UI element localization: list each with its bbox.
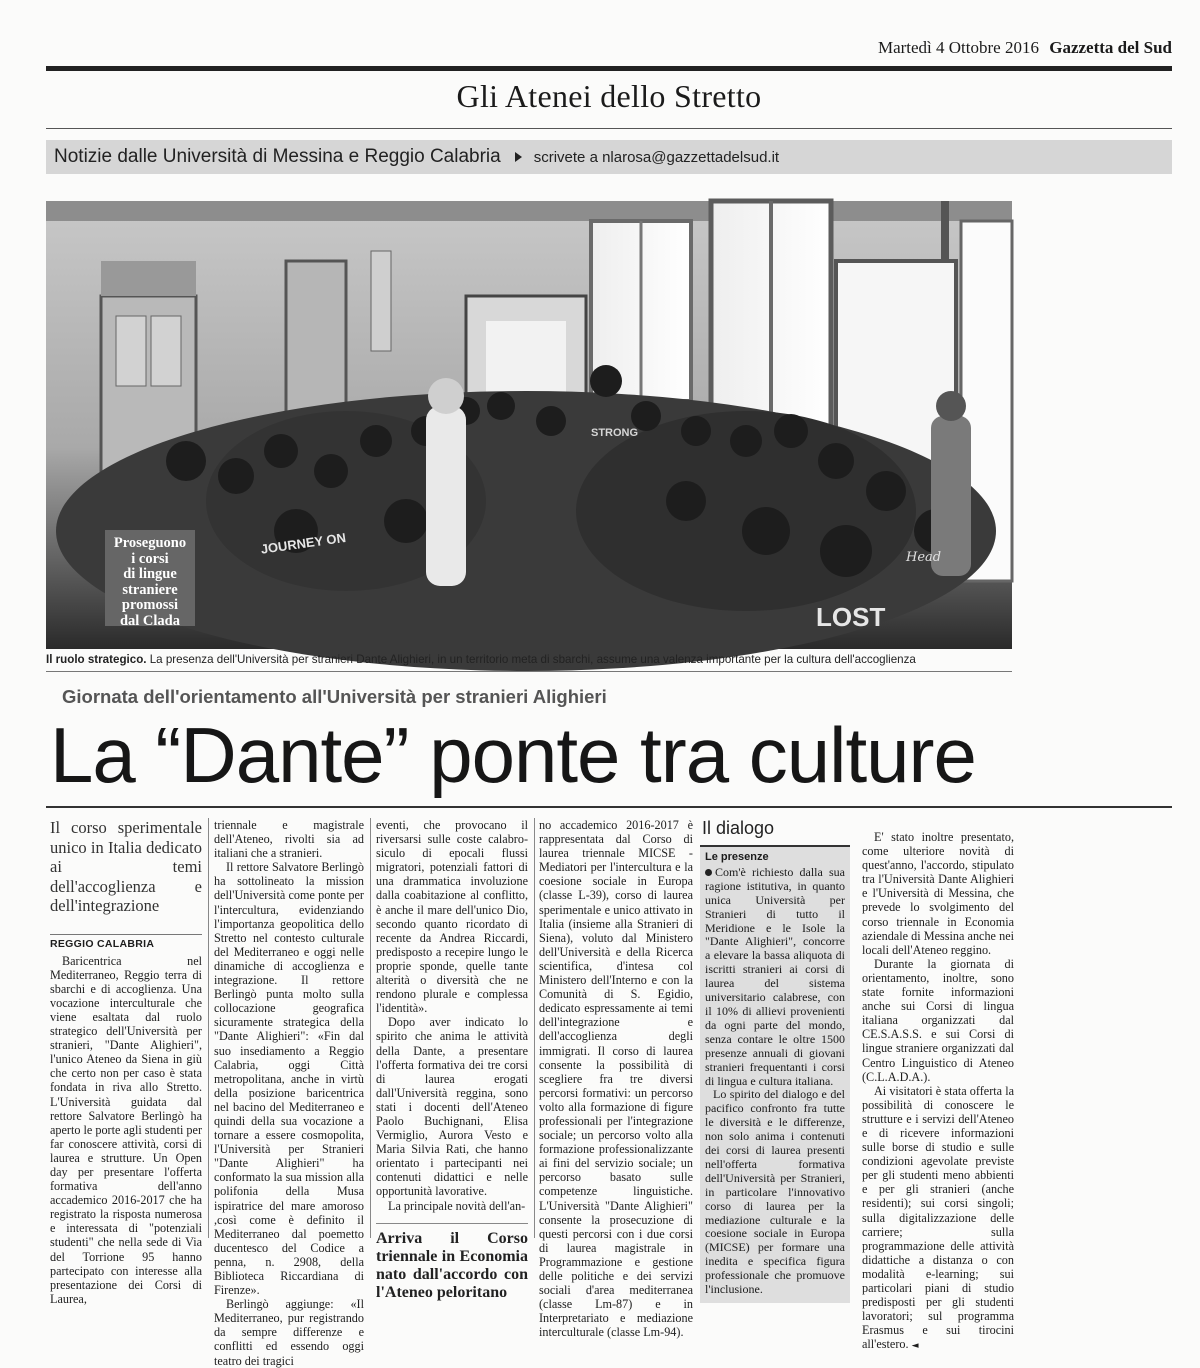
column-divider — [208, 818, 209, 1238]
body-paragraph: triennale e magistrale dell'Ateneo, rivolti sia ad italiani che a stranieri. — [214, 818, 364, 861]
shirt-text: LOST — [816, 602, 886, 632]
sidebar-text: Com'è richiesto dalla sua ragione istitutiva, in quanto unica Università per Stranieri di tutto il Meridione e le Isole la "Dante Alighieri", concorre a elevare la bassa aliquota di iscritti stranieri ai corsi di laurea del sistema universitario calabrese, con il 10% di allievi provenienti da ogni parte del mondo, senza contare le oltre 1500 presenze annuali di giovani stranieri frequentanti i corsi di lingua e cultura italiana. — [705, 864, 845, 1088]
shirt-text: JOURNEY ON — [259, 529, 347, 557]
article-kicker: Giornata dell'orientamento all'Università per stranieri Alighieri — [62, 686, 607, 707]
sidebar-body — [700, 845, 850, 1303]
sidebar-subtitle: Le presenze — [705, 851, 769, 863]
caption-text: La presenza dell'Università per stranieri Dante Alighieri, in un territorio meta di sbarchi, assume una valenza importante per la cultura dell'accoglienza — [149, 653, 916, 666]
body-paragraph: La principale novità dell'an- — [388, 1198, 526, 1213]
end-mark-icon: ◄ — [911, 1341, 919, 1352]
sidebar-box — [700, 812, 850, 1297]
body-paragraph: E' stato inoltre presentato, come ulteriore novità di quest'anno, l'accordo, stipulato tra l'Università Dante Alighieri e l'Università di Messina, che prevede lo svolgimento del corso triennale in Economia aziendale di Messina anche nei locali dell'Ateneo reggino. — [862, 830, 1014, 957]
caption-lead: Il ruolo strategico. — [46, 653, 147, 666]
badge-line: dal Clada — [119, 612, 181, 629]
column-divider — [370, 818, 371, 1238]
bullet-icon — [705, 869, 712, 876]
article-column-3 — [376, 818, 528, 1302]
section-subtitle-bar — [46, 140, 1172, 174]
photo-badge — [105, 530, 195, 629]
body-paragraph: Dopo aver indicato lo spirito che anima le attività della Dante, a presentare l'offerta formativa dei tre corsi di laurea erogati dall'Università reggina, sono stati i docenti dell'Ateneo Paolo Buchignani, Elisa Vermiglio, Aurora Vesto e Maria Silvia Rati, che hanno orientato i partecipanti nei contenuti didattici e nelle opportunità lavorative. — [376, 1015, 528, 1199]
badge-line: i corsi — [131, 550, 169, 567]
article-column-6 — [862, 830, 1014, 1353]
body-paragraph: eventi, che provocano il riversarsi sulle coste calabro-siculo di epocali flussi migratori, potenziali fattori di una drammatica involuzione dalla coabitazione al conflitto, è anche il mare dell'unico Dio, secondo quanto ricordato di recente da Andrea Riccardi, predisposto a recepire lungo le proprie sponde, quelle tante alterità o diversità che ne rendono plurale e complessa l'identità». — [376, 818, 528, 1016]
sidebar-title: Il dialogo — [702, 818, 775, 838]
caption-rule — [46, 671, 1012, 672]
body-text: Ai visitatori è stata offerta la possibilità di conoscere le strutture e i servizi dell'Ateneo e di ricevere informazioni sulle borse di studio e sulle condizioni agevolate previste per gli studenti meno abbienti e per gli stranieri (anche residenti); sui corsi singoli; sulla digitalizzazione delle carriere; sulla programmazione delle attività didattiche a distanza o con modalità e-learning; sui particolari piani di studio predisposti per gli studenti lavoratori; sul programma Erasmus e sui tirocini all'estero. — [862, 1083, 1014, 1352]
badge-line: straniere — [122, 581, 178, 598]
body-paragraph: no accademico 2016-2017 è rappresentata dal Corso di laurea triennale MICSE - Mediatori per l'intercultura e la coesione sociale in Europa (classe L-39), corso di laurea sperimentale e unico attivato in Italia (insieme alla Stranieri di Siena), voluto dal Ministero dell'Università e della Ricerca scientifica, d'intesa col Ministero dell'Interno e con la Comunità di S. Egidio, dedicato espressamente ai temi dell'integrazione e dell'accoglienza degli immigrati. Il corso di laurea consente la possibilità di scegliere fra tre diversi percorsi formativi: un percorso volto alla formazione di figure professionali per l'integrazione sociale; un percorso volto alla formazione professionalizzante ai fini del servizio sociale; un percorso basato sulle competenze linguistiche. L'Università "Dante Alighieri" consente la prosecuzione di questi percorsi con i due corsi di laurea magistrale in Programmazione e gestione delle politiche e dei servizi sociali d'area mediterranea (classe Lm-87) e in Interpretariato e mediazione interculturale (classe Lm-94). — [539, 818, 693, 1340]
badge-line: Proseguono — [113, 535, 187, 551]
publication-name: Gazzetta del Sud — [1049, 38, 1172, 57]
article-column-1 — [50, 818, 202, 1306]
shirt-text: Head — [906, 550, 942, 565]
badge-line: di lingue — [123, 566, 177, 582]
masthead — [878, 38, 1172, 58]
body-paragraph: Il rettore Salvatore Berlingò ha sottolineato la mission dell'Università come ponte per l'intercultura, evidenziando l'importanza geopolitica dello Stretto nel contesto culturale del Mediterraneo e oggi nelle dinamiche di accoglienza e integrazione. Il rettore Berlingò punta molto sulla collocazione geografica sicuramente strategica della "Dante Alighieri": «Fin dal suo insediamento a Reggio Calabria, oggi Città metropolitana, anche in virtù della posizione baricentrica nel bacino del Mediterraneo e quindi della sua vocazione a tornare a essere cosmopolita, l'Università per Stranieri "Dante Alighieri" ha conformato la sua mission alla polifonia della Musa ispiratrice del mare amoroso ,così come è definito il Mediterraneo dal poemetto ducentesco del Codice a penna, n. 2908, della Biblioteca Riccardiana di Firenze». — [214, 860, 364, 1298]
body-paragraph: Durante la giornata di orientamento, inoltre, sono state fornite informazioni anche sui Corsi di lingua italiana organizzati dal CE.S.A.S.S. e sui Corsi di lingue straniere organizzati dal Centro Linguistico di Ateneo (C.L.A.D.A.). — [862, 956, 1014, 1084]
article-column-2 — [214, 818, 364, 1368]
article-dateline: REGGIO CALABRIA — [50, 934, 202, 951]
contact-email: scrivete a nlarosa@gazzettadelsud.it — [533, 148, 780, 166]
photo-caption — [46, 653, 1012, 666]
shirt-text: STRONG — [591, 427, 639, 439]
sidebar-paragraph — [705, 866, 845, 1089]
pull-quote: Arriva il Corso triennale in Economia nato dall'accordo con l'Ateneo peloritano — [376, 1223, 528, 1302]
article-headline: La “Dante” ponte tra culture — [50, 711, 976, 799]
section-subtitle: Notizie dalle Università di Messina e Reggio Calabria — [54, 146, 501, 167]
badge-line: promossi — [121, 597, 179, 613]
article-summary: Il corso sperimentale unico in Italia dedicato ai temi dell'accoglienza e dell'integrazione — [50, 818, 202, 915]
section-rule — [46, 128, 1172, 129]
issue-date: Martedì 4 Ottobre 2016 — [877, 38, 1039, 57]
body-paragraph: Berlingò aggiunge: «Il Mediterraneo, pur registrando da sempre differenze e conflitti ed essendo oggi teatro dei tragici — [214, 1297, 364, 1368]
body-paragraph — [862, 1084, 1014, 1354]
triangle-arrow-icon — [515, 152, 522, 162]
column-divider — [534, 818, 535, 1238]
section-title: Gli Atenei dello Stretto — [456, 78, 762, 114]
sidebar-paragraph: Lo spirito del dialogo e del pacifico confronto fra tutte le diversità e le differenze, non solo anima i contenuti dei corsi di laurea presenti nell'offerta formativa dell'Università per Stranieri, in particolare l'innovativo corso di laurea per la mediazione culturale e la coesione sociale in Europa (MICSE) per formare una inedita e specifica figura professionale che promuove l'inclusione. — [705, 1087, 845, 1297]
headline-rule — [46, 806, 1172, 808]
body-paragraph: Baricentrica nel Mediterraneo, Reggio terra di sbarchi e di accoglienza. Una vocazione interculturale che viene esaltata dal ruolo strategico dell'Università per stranieri, "Dante Alighieri", l'unico Ateneo da Siena in giù che certo non per caso è stata fondata in riva allo Stretto. L'Università guidata dal rettore Salvatore Berlingò ha aperto le porte agli studenti per far conoscere attività, corsi di laurea e strutture. Un Open day per presentare l'offerta formativa dell'anno accademico 2016-2017 che ha registrato la risposta numerosa e interessata di "potenziali studenti" che nella sede di Via del Torrione 95 hanno partecipato con interesse alla presentazione dei Corsi di Laurea, — [50, 953, 202, 1306]
top-rule — [46, 66, 1172, 71]
article-column-4 — [539, 818, 693, 1339]
